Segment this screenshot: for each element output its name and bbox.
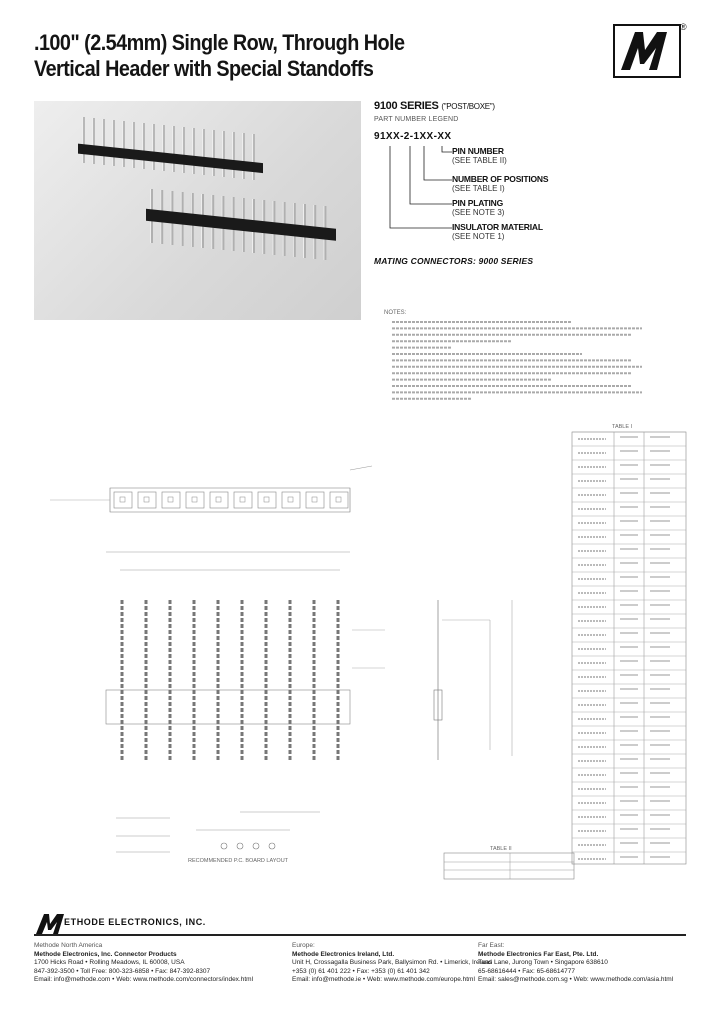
title-line-1: .100" (2.54mm) Single Row, Through Hole [34, 30, 405, 55]
top-view-pin [192, 497, 197, 502]
mating-connectors: MATING CONNECTORS: 9000 SERIES [374, 256, 534, 266]
top-view-cell [282, 492, 300, 508]
pcb-layout-label: RECOMMENDED P.C. BOARD LAYOUT [188, 858, 289, 864]
top-view-pin [240, 497, 245, 502]
top-view-pin [216, 497, 221, 502]
table-2-title: TABLE II [490, 846, 512, 852]
series-name: 9100 SERIES [374, 100, 439, 112]
photo-pin-highlight [112, 120, 113, 166]
photo-pin-highlight [162, 125, 163, 171]
title-line-2: Vertical Header with Special Standoffs [34, 56, 374, 81]
footer-col-europe: Europe: Methode Electronics Ireland, Ltd. Unit H, Crossagalla Business Park, Ballysimon Rd. • Limerick, Ireland +353 (0) 61 401 222 • Fax: +353 (0) 61 401 342 Email: info@methode.ie • Web: www.methode.com/europe.html [292, 942, 492, 984]
top-view-pin [336, 497, 341, 502]
table-2 [444, 846, 574, 879]
photo-pin-highlight [212, 130, 213, 176]
footer-col-far-east: Far East: Methode Electronics Far East, Pte. Ltd. Tuas Lane, Jurong Town • Singapore 638610 65-68616444 • Fax: 65-68614777 Email: sales@methode.com.sg • Web: www.methode.com/asia.html [478, 942, 674, 984]
top-view-cell [210, 492, 228, 508]
legend-item-positions: NUMBER OF POSITIONS (SEE TABLE I) [452, 174, 549, 193]
top-view-pin [120, 497, 125, 502]
part-number: 91XX-2-1XX-XX [374, 131, 452, 142]
photo-pin-highlight [232, 132, 233, 178]
header-connectors-image [34, 101, 361, 320]
front-view [106, 552, 385, 760]
page-title [34, 30, 594, 82]
top-view-cell [186, 492, 204, 508]
top-view-cell [114, 492, 132, 508]
photo-pin-highlight [132, 122, 133, 168]
photo-pin-highlight [142, 123, 143, 169]
notes-block [384, 310, 642, 399]
photo-pin-highlight [82, 117, 83, 163]
top-view-pin [144, 497, 149, 502]
table-1 [572, 424, 686, 864]
photo-pin-highlight [102, 119, 103, 165]
top-view-cell [258, 492, 276, 508]
top-view-pin [168, 497, 173, 502]
photo-pin-highlight [222, 131, 223, 177]
pcb-layout [116, 812, 320, 864]
table-1-title: TABLE I [612, 424, 633, 430]
legend-item-pin-number: PIN NUMBER (SEE TABLE II) [452, 146, 507, 165]
photo-pin-highlight [182, 127, 183, 173]
photo-pin-highlight [172, 126, 173, 172]
series-subtitle: ("POST/BOXE") [441, 102, 495, 111]
photo-pin-highlight [122, 121, 123, 167]
top-view-cell [306, 492, 324, 508]
photo-pin-highlight [92, 118, 93, 164]
top-view-cell [330, 492, 348, 508]
photo-pin-highlight [152, 124, 153, 170]
top-view-pin [264, 497, 269, 502]
footer-divider [34, 934, 686, 936]
top-view-cell [162, 492, 180, 508]
legend-label: PART NUMBER LEGEND [374, 116, 459, 123]
top-view-cell [138, 492, 156, 508]
footer-col-north-america: Methode North America Methode Electronics, Inc. Connector Products 1700 Hicks Road • Rolling Meadows, IL 60008, USA 847-392-3500 • Toll Free: 800-323-6858 • Fax: 847-392-8307 Email: info@methode.com • Web: www.methode.com/connectors/index.html [34, 942, 254, 984]
footer-brand: ETHODE ELECTRONICS, INC. [64, 917, 206, 927]
series-section [374, 100, 704, 241]
methode-logo-icon [613, 24, 681, 78]
side-view [434, 600, 512, 760]
legend-item-plating: PIN PLATING (SEE NOTE 3) [452, 198, 505, 217]
legend-leader-lines [374, 100, 574, 240]
legend-item-insulator: INSULATOR MATERIAL (SEE NOTE 1) [452, 222, 543, 241]
top-view-cell [234, 492, 252, 508]
notes-title: NOTES: [384, 310, 407, 316]
photo-pin-highlight [192, 128, 193, 174]
top-view-pin [312, 497, 317, 502]
photo-pin-highlight [252, 134, 253, 180]
product-photo [34, 101, 361, 320]
photo-pin-highlight [242, 133, 243, 179]
registered-mark: ® [680, 22, 687, 32]
top-view-pin [288, 497, 293, 502]
photo-pin-highlight [202, 129, 203, 175]
top-view [50, 466, 372, 512]
